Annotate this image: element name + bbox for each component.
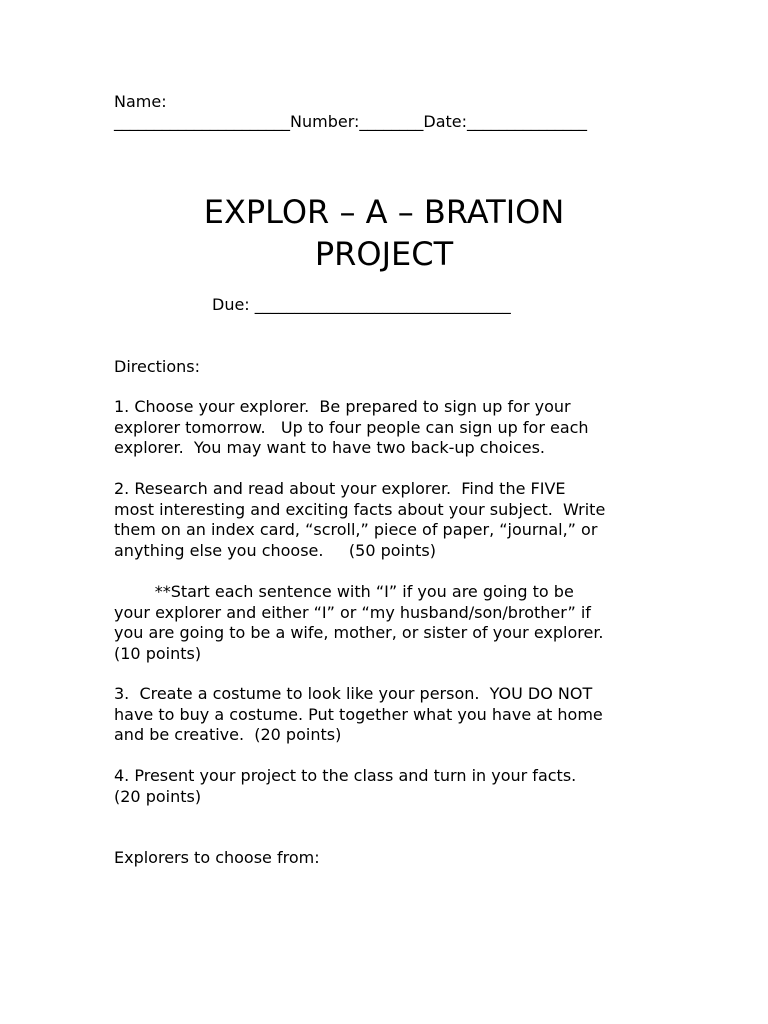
- project-title-line-1: EXPLOR – A – BRATION: [203, 193, 565, 231]
- project-title-line-2: PROJECT: [314, 235, 454, 273]
- text-line: you are going to be a wife, mother, or sister of your explorer.: [114, 623, 604, 642]
- direction-item-4: [114, 766, 674, 807]
- text-line: (20 points): [114, 786, 202, 806]
- text-line: most interesting and exciting facts about your subject. Write: [114, 499, 606, 519]
- text-line: 3. Create a costume to look like your person. YOU DO NOT: [114, 684, 593, 703]
- directions-heading: Directions:: [114, 357, 201, 376]
- text-line: them on an index card, “scroll,” piece of paper, “journal,” or: [114, 520, 598, 539]
- text-line: 1. Choose your explorer. Be prepared to sign up for your: [114, 397, 571, 416]
- text-line: 4. Present your project to the class and turn in your facts.: [114, 766, 577, 785]
- text-line: explorer. You may want to have two back-up choices.: [114, 438, 545, 457]
- text-line: and be creative. (20 points): [114, 725, 342, 744]
- due-date-line: Due: ________________________________: [212, 295, 511, 314]
- direction-item-1: [114, 397, 674, 459]
- text-line: your explorer and either “I” or “my husband/son/brother” if: [114, 602, 591, 622]
- text-line: 2. Research and read about your explorer. Find the FIVE: [114, 479, 566, 498]
- text-line: (10 points): [114, 643, 202, 663]
- name-label: Name:: [114, 92, 167, 111]
- text-line: have to buy a costume. Put together what you have at home: [114, 704, 603, 724]
- text-line: explorer tomorrow. Up to four people can sign up for each: [114, 417, 589, 437]
- direction-item-3: [114, 684, 674, 746]
- name-number-date-fields: ______________________Number:________Date:_______________: [114, 112, 588, 131]
- text-line: **Start each sentence with “I” if you are going to be: [114, 582, 574, 601]
- explorers-heading: Explorers to choose from:: [114, 848, 320, 867]
- direction-item-2: [114, 479, 674, 561]
- text-line: anything else you choose. (50 points): [114, 540, 436, 560]
- direction-note: [114, 582, 674, 664]
